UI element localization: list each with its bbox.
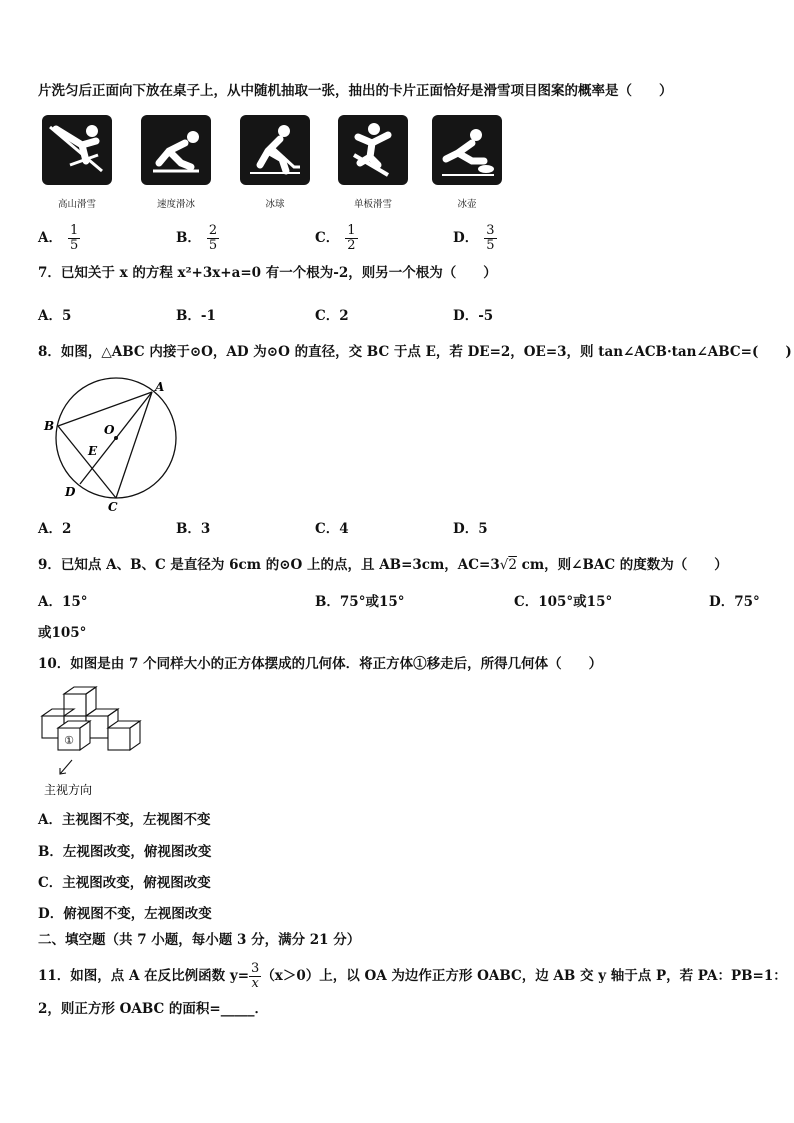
q6-option-a: A． $\frac{1}{5}$ [38,223,79,253]
q11-stem: 11．如图，点 A 在反比例函数 y= $\frac{3}{x}$ （x＞0）上，以 OA 为边作正方形 OABC，边 AB 交 y 轴于点 P，若 PA：PB=1： [38,961,787,991]
label-o: O [104,423,115,437]
cube-left-roof [42,709,74,716]
cube-top-side [86,687,96,716]
q6-option-b: B． $\frac{2}{5}$ [176,223,218,253]
alpine-skiing-icon [42,115,112,185]
ice-hockey-icon [240,115,310,185]
snowboard-icon [338,115,408,185]
label-c: C [108,500,118,514]
section-title: 二、填空题（共 7 小题，每小题 3 分，满分 21 分） [38,932,361,948]
q7-option-c: C．2 [315,308,349,324]
q9-option-d: D．75° [709,594,760,610]
q6-card-caption: 高山滑雪 [57,199,96,210]
q10-option-c: C．主视图改变，俯视图改变 [38,875,211,891]
curling-icon [432,115,502,185]
q6-card-caption: 速度滑冰 [156,199,195,210]
label-e: E [88,444,98,458]
center-point [114,436,118,440]
speed-skating-icon [141,115,211,185]
view-arrow-shaft [60,760,72,774]
q6-card-caption: 单板滑雪 [353,199,392,210]
q7-option-a: A．5 [38,308,72,324]
label-b: B [44,419,55,433]
q10-stem: 10．如图是由 7 个同样大小的正方体摆成的几何体．将正方体①移走后，所得几何体（ ） [38,656,603,672]
q6-card-caption: 冰球 [265,199,285,210]
label-a: A [155,380,165,394]
q6-option-c: C． $\frac{1}{2}$ [315,223,356,253]
q9-option-d-wrap: 或105° [38,625,87,641]
q9-stem: 9．已知点 A、B、C 是直径为 6cm 的⊙O 上的点，且 AB=3cm，AC=3√2 cm，则∠BAC 的度数为（ ） [38,557,728,573]
q8-option-a: A．2 [38,521,72,537]
q8-stem: 8．如图，△ABC 内接于⊙O，AD 为⊙O 的直径，交 BC 于点 E，若 DE=2，OE=3，则 tan∠ACB·tan∠ABC=( ) [38,344,792,360]
q10-option-a: A．主视图不变，左视图不变 [38,812,211,828]
q7-option-b: B．-1 [176,308,216,324]
q9-option-c: C．105°或15° [514,594,613,610]
label-d: D [65,485,76,499]
q8-option-d: D．5 [453,521,488,537]
q7-stem: 7．已知关于 x 的方程 x²+3x+a=0 有一个根为-2，则另一个根为（ ） [38,265,497,281]
cube-one-label: ① [64,734,74,747]
cube-top-front [64,694,86,716]
q9-option-a: A．15° [38,594,88,610]
q6-card-caption: 冰壶 [457,199,477,210]
q7-option-d: D．-5 [453,308,494,324]
view-direction-label: 主视方向 [44,783,93,797]
q10-option-b: B．左视图改变，俯视图改变 [38,844,212,860]
q8-option-c: C．4 [315,521,349,537]
q8-option-b: B．3 [176,521,211,537]
cube-far-right [108,728,130,750]
q10-cubes-diagram [36,684,166,799]
q9-option-b: B．75°或15° [315,594,405,610]
q8-circle-diagram [38,376,188,516]
q6-stem: 片洗匀后正面向下放在桌子上，从中随机抽取一张，抽出的卡片正面恰好是滑雪项目图案的概率是（ ） [38,83,673,99]
segment-ac [116,392,152,498]
q11-stem-line2: 2，则正方形 OABC 的面积=_____． [38,1001,268,1017]
q6-option-d: D． $\frac{3}{5}$ [453,223,495,253]
q10-option-d: D．俯视图不变，左视图改变 [38,906,212,922]
